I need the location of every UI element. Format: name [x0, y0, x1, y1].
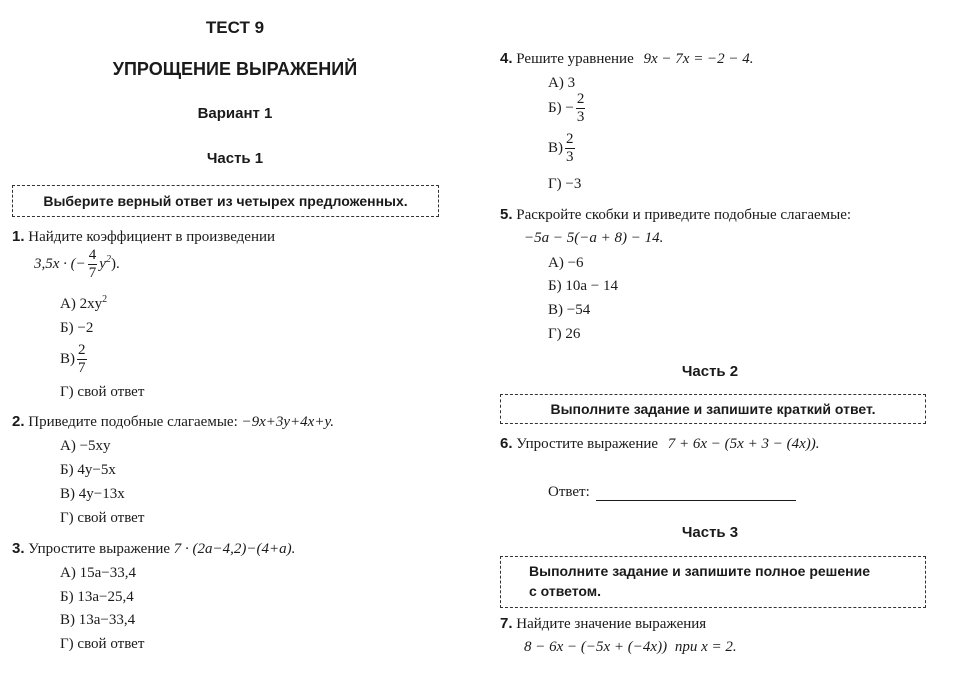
variant-title: Вариант 1 — [197, 105, 273, 122]
option-b[interactable]: Б) 10a − 14 — [548, 278, 618, 294]
option-c[interactable]: В) 4y−13x — [60, 486, 125, 502]
option-b[interactable]: Б) −2 — [60, 320, 94, 336]
question-7-expression: 8 − 6x − (−5x + (−4x)) при x = 2. — [524, 639, 737, 655]
option-d[interactable]: Г) свой ответ — [60, 636, 145, 652]
option-c[interactable]: В) −54 — [548, 302, 591, 318]
part2-title: Часть 2 — [681, 363, 739, 380]
question-1-expression: 3,5x · (− $\frac{4}{7}$ $y^2$). — [34, 247, 120, 281]
part3-title: Часть 3 — [681, 524, 739, 541]
option-a[interactable]: А) −6 — [548, 255, 584, 271]
option-b[interactable]: Б) − $\frac{2}{3}$ — [548, 91, 585, 125]
option-d[interactable]: Г) 26 — [548, 326, 581, 342]
part1-title: Часть 1 — [206, 150, 264, 167]
answer-row — [548, 484, 796, 501]
option-c[interactable]: В) $\frac{2}{3}$ — [548, 131, 574, 165]
option-d[interactable]: Г) свой ответ — [60, 510, 145, 526]
option-b[interactable]: Б) 4y−5x — [60, 462, 116, 478]
fraction: $\frac{4}{7}$ — [88, 247, 97, 281]
option-a[interactable]: А) 3 — [548, 75, 576, 91]
option-d[interactable]: Г) свой ответ — [60, 384, 145, 400]
question-5-expression: −5a − 5(−a + 8) − 14. — [524, 230, 664, 246]
question-5: 5. Раскройте скобки и приведите подобные слагаемые: — [500, 206, 852, 223]
option-d[interactable]: Г) −3 — [548, 176, 582, 192]
part1-instruction: Выберите верный ответ из четырех предложенных. — [12, 185, 439, 217]
test-title: ТЕСТ 9 — [205, 18, 265, 37]
option-a[interactable]: А) −5xy — [60, 438, 111, 454]
option-a[interactable]: А) 15a−33,4 — [60, 565, 136, 581]
question-text: Найдите коэффициент в произведении — [28, 229, 276, 245]
answer-field[interactable] — [596, 486, 796, 501]
question-7: 7. Найдите значение выражения — [500, 615, 707, 632]
part3-instruction: Выполните задание и запишите полное решение с ответом. — [500, 556, 926, 608]
option-c[interactable]: В) $\frac{2}{7}$ — [60, 342, 86, 376]
option-a[interactable]: А) $2xy^2$ — [60, 294, 108, 312]
part2-instruction: Выполните задание и запишите краткий ответ. — [500, 394, 926, 424]
question-3: 3. Упростите выражение 7 · (2a−4,2)−(4+a). — [12, 540, 296, 557]
question-1 — [12, 228, 275, 246]
option-b[interactable]: Б) 13a−25,4 — [60, 589, 134, 605]
question-number: 1. — [12, 228, 25, 245]
question-4: 4. Решите уравнение 9x − 7x = −2 − 4. — [500, 50, 754, 67]
answer-label: Ответ: — [548, 484, 590, 500]
question-2: 2. Приведите подобные слагаемые: −9x+3y+4x+y. — [12, 413, 335, 430]
topic-title: УПРОЩЕНИЕ ВЫРАЖЕНИЙ — [112, 59, 358, 79]
option-c[interactable]: В) 13a−33,4 — [60, 612, 136, 628]
question-6: 6. Упростите выражение 7 + 6x − (5x + 3 − (4x)). — [500, 435, 820, 452]
